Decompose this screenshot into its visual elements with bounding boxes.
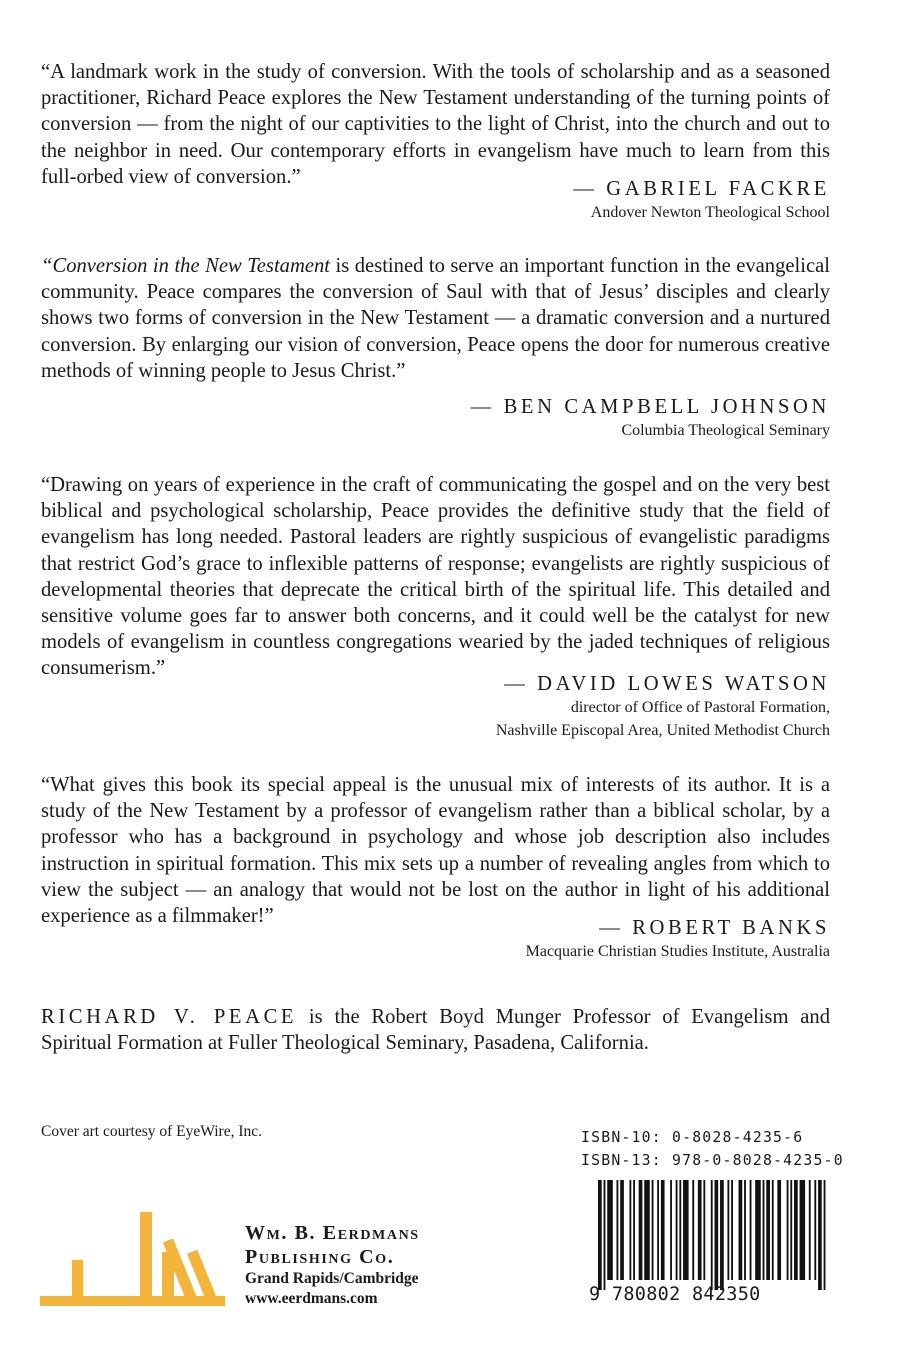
- barcode-bar: [620, 1180, 624, 1280]
- barcode-bar: [755, 1180, 761, 1280]
- quote-text: is destined to serve an important function in the evangelical community. Peace compares the conversion of Saul with that of Jesus’ disciples and clearly shows two forms of conversion in the New Testament — a dramatic conversion and a nurtured conversion. By enlarging our vision of conversion, Peace opens the door for numerous creative methods of winning people to Jesus Christ.”: [41, 255, 830, 382]
- barcode-bar: [777, 1180, 781, 1280]
- barcode-bar: [661, 1180, 665, 1280]
- barcode-bar: [787, 1180, 789, 1280]
- barcode-bar: [715, 1180, 719, 1290]
- barcode-bar: [766, 1180, 770, 1280]
- barcode-bar: [809, 1180, 811, 1280]
- quote-text: “What gives this book its special appeal is the unusual mix of interests of its author. It is a study of the New Testament by a professor of evangelism rather than a biblical scholar, by a professor who has a background in psychology and whose job description also includes instruction in spiritual formation. This mix sets up a number of revealing angles from which to view the subject — an analogy that would not be lost on the author in light of his additional experience as a filmmaker!”: [41, 774, 830, 928]
- publisher-block: [245, 1221, 420, 1309]
- publisher-name-line2: Publishing Co.: [245, 1246, 395, 1268]
- barcode-bar: [824, 1180, 826, 1290]
- barcode-bar: [679, 1180, 681, 1280]
- barcode-bar: [683, 1180, 689, 1280]
- bio-name: RICHARD V. PEACE: [41, 1006, 298, 1028]
- author-name: — ROBERT BANKS: [599, 917, 830, 939]
- barcode-bar: [676, 1180, 678, 1280]
- author-affiliation: Columbia Theological Seminary: [621, 422, 830, 439]
- barcode-bar: [739, 1180, 743, 1280]
- barcode-bar: [711, 1180, 713, 1290]
- barcode-bar: [750, 1180, 752, 1280]
- attribution-fackre: [573, 176, 830, 225]
- quote-banks: [41, 772, 830, 929]
- barcode-bar: [604, 1180, 606, 1290]
- barcode-bar: [800, 1180, 806, 1280]
- barcode-bar: [644, 1180, 650, 1280]
- barcode-bar: [633, 1180, 635, 1280]
- cover-credit: Cover art courtesy of EyeWire, Inc.: [41, 1123, 263, 1140]
- barcode-bar: [731, 1180, 733, 1280]
- bio-text: is the Robert Boyd Munger Professor of Evangelism and Spiritual Formation at Fuller Theological Seminary, Pasadena, California.: [41, 1006, 831, 1055]
- attribution-johnson: [471, 394, 830, 443]
- attribution-watson: [496, 671, 830, 742]
- barcode-bar: [814, 1180, 816, 1280]
- barcode-bar: [703, 1180, 705, 1280]
- barcode-bar: [818, 1180, 822, 1290]
- quote-fackre: [41, 59, 830, 190]
- author-name: — BEN CAMPBELL JOHNSON: [470, 396, 830, 418]
- quote-watson: [41, 472, 830, 682]
- quote-text: “A landmark work in the study of conversion. With the tools of scholarship and as a seasoned practitioner, Richard Peace explores the New Testament understanding of the turning points of conversion — from the night of our captivities to the light of Christ, into the church and out to the neighbor in need. Our contemporary efforts in evangelism have much to learn from this full-orbed view of conversion.”: [41, 61, 830, 188]
- barcode-bar: [616, 1180, 618, 1280]
- author-name: — GABRIEL FACKRE: [573, 178, 830, 200]
- barcode-bar: [629, 1180, 631, 1280]
- barcode-bar: [670, 1180, 672, 1280]
- author-affiliation-line1: director of Office of Pastoral Formation,: [570, 699, 830, 716]
- isbn-10: ISBN-10: 0-8028-4235-6: [581, 1129, 804, 1146]
- barcode-bar: [698, 1180, 702, 1280]
- barcode-digits: 9 780802 842350: [589, 1284, 761, 1305]
- barcode-image: [597, 1180, 832, 1290]
- barcode-bar: [692, 1180, 694, 1280]
- author-affiliation-line2: Nashville Episcopal Area, United Methodist Church: [495, 721, 830, 739]
- quote-johnson: [41, 253, 830, 384]
- barcode-bar: [763, 1180, 765, 1280]
- isbn-13: ISBN-13: 978-0-8028-4235-0: [581, 1152, 844, 1169]
- quote-text: “Drawing on years of experience in the craft of communicating the gospel and on the very best biblical and psychological scholarship, Peace provides the definitive study that the field of evangelism has long needed. Pastoral leaders are rightly suspicious of evangelistic paradigms that restrict God’s grace to inflexible patterns of response; evangelists are rightly suspicious of developmental theories that deprecate the critical birth of the spiritual life. This detailed and sensitive volume goes far to answer both concerns, and it could well be the catalyst for new models of evangelism in countless congregations wearied by the jaded techniques of religious consumerism.”: [41, 474, 830, 680]
- barcode-bar: [598, 1180, 602, 1290]
- author-name: — DAVID LOWES WATSON: [504, 673, 830, 695]
- author-affiliation: Macquarie Christian Studies Institute, Australia: [525, 943, 830, 960]
- barcode-bar: [652, 1180, 654, 1280]
- barcode-bar: [607, 1180, 613, 1280]
- barcode-bar: [772, 1180, 774, 1280]
- barcode-bar: [657, 1180, 659, 1280]
- author-affiliation: Andover Newton Theological School: [590, 204, 830, 221]
- author-bio: [41, 1004, 830, 1057]
- barcode-bar: [727, 1180, 729, 1280]
- book-title-italic: “Conversion in the New Testament: [41, 255, 330, 277]
- barcode-bar: [639, 1180, 643, 1280]
- publisher-city: Grand Rapids/Cambridge: [245, 1270, 419, 1287]
- barcode-bar: [794, 1180, 798, 1280]
- eerdmans-books-logo: [40, 1208, 225, 1306]
- publisher-url: www.eerdmans.com: [245, 1290, 378, 1307]
- barcode-bar: [790, 1180, 792, 1280]
- attribution-banks: [526, 915, 830, 964]
- barcode-bar: [744, 1180, 746, 1280]
- barcode-bar: [720, 1180, 724, 1290]
- publisher-name-line1: Wm. B. Eerdmans: [245, 1222, 420, 1244]
